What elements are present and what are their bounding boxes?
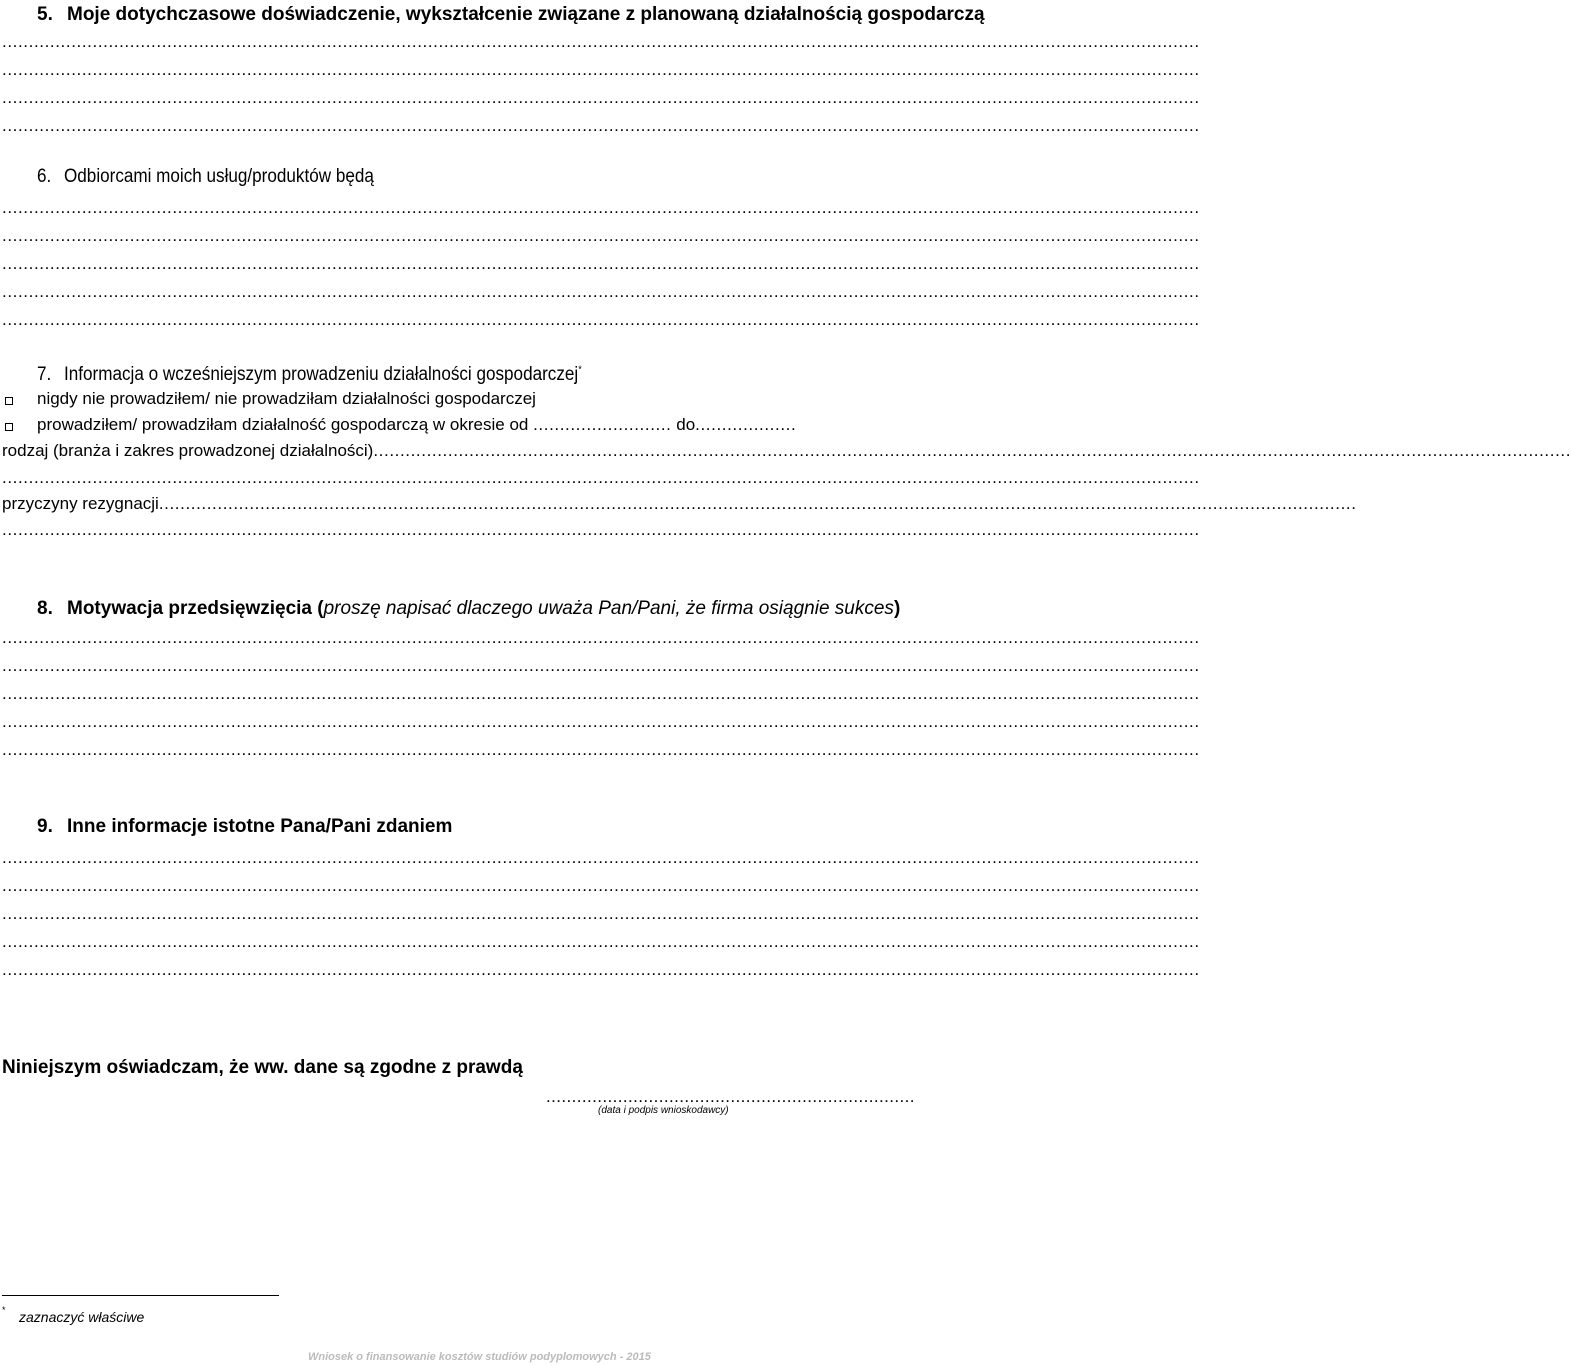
section-8-heading: 8. Motywacja przedsięwzięcia (proszę napisać dlaczego uważa Pan/Pani, że firma osiągnie sukces) <box>37 598 901 619</box>
option-previous-row <box>37 415 796 435</box>
option-never-label: nigdy nie prowadziłem/ nie prowadziłam działalności gospodarczej <box>37 389 536 408</box>
signature-field[interactable]: ........................................................................ <box>546 1087 915 1106</box>
answer-line[interactable]: ................................................................................................................................................................................................................................. <box>2 876 1200 895</box>
answer-line[interactable]: ................................................................................................................................................................................................................................. <box>2 904 1200 923</box>
footnote-text: zaznaczyć właściwe <box>19 1309 145 1325</box>
answer-line[interactable]: ................................................................................................................................................................................................................................. <box>2 198 1200 217</box>
industry-field[interactable]: ................................................................................................................................................................................................................................. <box>373 441 1571 460</box>
signature-caption: (data i podpis wnioskodawcy) <box>598 1105 729 1116</box>
section-5-title: Moje dotychczasowe doświadczenie, wykształcenie związane z planowaną działalnością gospodarczą <box>67 4 985 25</box>
answer-line[interactable]: ................................................................................................................................................................................................................................. <box>2 282 1200 301</box>
answer-line[interactable]: ................................................................................................................................................................................................................................. <box>2 740 1200 759</box>
answer-line[interactable]: ................................................................................................................................................................................................................................. <box>2 116 1200 135</box>
answer-line[interactable]: ................................................................................................................................................................................................................................. <box>2 932 1200 951</box>
reasons-field[interactable]: ................................................................................................................................................................................................................................. <box>158 494 1357 513</box>
reasons-label: przyczyny rezygnacji <box>2 494 159 513</box>
declaration: Niniejszym oświadczam, że ww. dane są zgodne z prawdą <box>2 1057 523 1078</box>
answer-line[interactable]: ................................................................................................................................................................................................................................. <box>2 254 1200 273</box>
option-previous-label: prowadziłem/ prowadziłam działalność gospodarczą w okresie od <box>37 415 529 434</box>
answer-line[interactable]: ................................................................................................................................................................................................................................. <box>2 684 1200 703</box>
answer-line[interactable]: ................................................................................................................................................................................................................................. <box>2 32 1200 51</box>
footnote-separator <box>2 1295 279 1296</box>
section-7-title: Informacja o wcześniejszym prowadzeniu działalności gospodarczej <box>64 364 579 385</box>
section-9-title: Inne informacje istotne Pana/Pani zdaniem <box>67 816 453 837</box>
period-to-label: do <box>676 415 696 434</box>
answer-line[interactable]: ................................................................................................................................................................................................................................. <box>2 520 1200 539</box>
section-7-heading: 7. Informacja o wcześniejszym prowadzeniu działalności gospodarczej* <box>37 364 582 385</box>
section-8-title: Motywacja przedsięwzięcia <box>67 598 312 619</box>
section-8-hint: proszę napisać dlaczego uważa Pan/Pani, że firma osiągnie sukces <box>323 598 894 619</box>
section-9-heading: 9. Inne informacje istotne Pana/Pani zdaniem <box>37 816 453 837</box>
answer-line[interactable]: ................................................................................................................................................................................................................................. <box>2 226 1200 245</box>
industry-label: rodzaj (branża i zakres prowadzonej działalności) <box>2 441 374 460</box>
answer-line[interactable]: ................................................................................................................................................................................................................................. <box>2 712 1200 731</box>
industry-row <box>2 441 1571 461</box>
period-from-field[interactable]: .......................... <box>533 415 672 434</box>
answer-line[interactable]: ................................................................................................................................................................................................................................. <box>2 628 1200 647</box>
answer-line[interactable]: ................................................................................................................................................................................................................................. <box>2 656 1200 675</box>
answer-line[interactable]: ................................................................................................................................................................................................................................. <box>2 848 1200 867</box>
option-previous-checkbox[interactable] <box>5 423 13 431</box>
page-footer: Wniosek o finansowanie kosztów studiów podyplomowych - 2015 <box>308 1351 651 1363</box>
reasons-row <box>2 494 1357 514</box>
answer-line[interactable]: ................................................................................................................................................................................................................................. <box>2 60 1200 79</box>
answer-line[interactable]: ................................................................................................................................................................................................................................. <box>2 88 1200 107</box>
answer-line[interactable]: ................................................................................................................................................................................................................................. <box>2 468 1200 487</box>
answer-line[interactable]: ................................................................................................................................................................................................................................. <box>2 310 1200 329</box>
option-never-checkbox[interactable] <box>5 397 13 405</box>
section-6-title: Odbiorcami moich usług/produktów będą <box>64 166 374 187</box>
footnote-mark: * <box>578 364 582 376</box>
section-5-heading: 5. Moje dotychczasowe doświadczenie, wykształcenie związane z planowaną działalnością gospodarczą <box>37 4 985 25</box>
answer-line[interactable]: ................................................................................................................................................................................................................................. <box>2 960 1200 979</box>
period-to-field[interactable]: ................... <box>695 415 797 434</box>
section-6-heading: 6. Odbiorcami moich usług/produktów będą <box>37 166 374 187</box>
footnote-mark: * <box>2 1305 6 1315</box>
